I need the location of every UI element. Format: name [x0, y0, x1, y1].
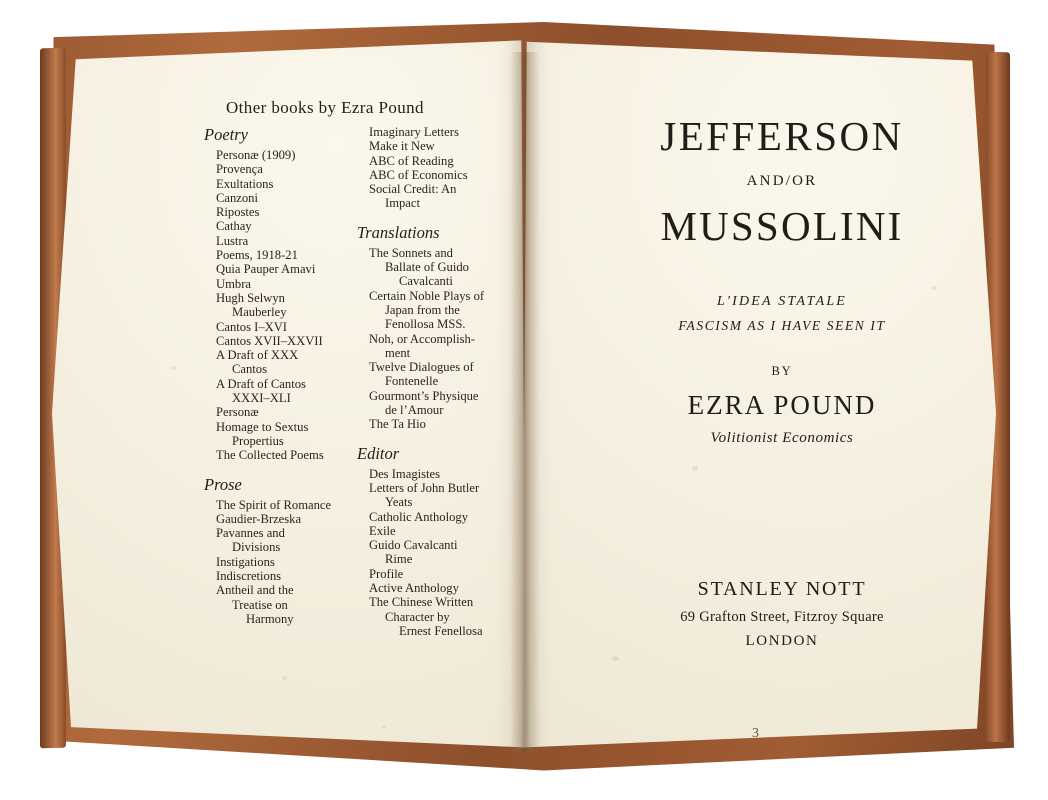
- prose-list: [202, 498, 347, 627]
- list-item: A Draft of Cantos XXXI–XLI: [216, 376, 306, 406]
- page-number: 3: [752, 726, 759, 741]
- list-item: Indiscretions: [216, 569, 282, 584]
- publisher-name: STANLEY NOTT: [697, 578, 867, 600]
- other-books-panel: [202, 98, 512, 658]
- list-item: Instigations: [216, 554, 275, 569]
- list-item: Ripostes: [216, 205, 260, 220]
- translations-list: [363, 246, 508, 432]
- list-item: ABC of Reading: [369, 153, 454, 168]
- other-books-column-1: [202, 125, 347, 650]
- list-item: Catholic Anthology: [369, 509, 468, 524]
- subtitle-english: FASCISM AS I HAVE SEEN IT: [678, 318, 886, 333]
- list-item: Homage to Sextus Propertius: [216, 419, 309, 448]
- publisher-imprint: [572, 578, 992, 650]
- list-item: Make it New: [369, 139, 435, 154]
- list-item: The Sonnets and Ballate of Guido Cavalcanti: [369, 245, 469, 289]
- title-page-text: [572, 92, 992, 447]
- list-item: Social Credit: An Impact: [369, 182, 457, 211]
- section-title-prose: Prose: [204, 474, 242, 494]
- list-item: Quia Pauper Amavi: [216, 262, 316, 277]
- list-item: The Chinese Written Character by Ernest Fenellosa: [369, 595, 483, 638]
- list-item: Umbra: [216, 276, 251, 291]
- author-name: EZRA POUND: [687, 390, 877, 420]
- list-item: Poems, 1918-21: [216, 248, 298, 263]
- list-item: Cantos I–XVI: [216, 319, 288, 334]
- open-book: [34, 22, 1014, 778]
- section-title-poetry: Poetry: [204, 125, 248, 144]
- list-item: A Draft of XXX Cantos: [216, 348, 299, 377]
- misc-prose-list: [363, 125, 508, 211]
- list-item: Noh, or Accomplish- ment: [369, 331, 475, 360]
- other-books-heading: Other books by Ezra Pound: [226, 98, 424, 117]
- list-item: Lustra: [216, 233, 249, 248]
- list-item: Cantos XVII–XXVII: [216, 333, 323, 348]
- book-title-line-1: JEFFERSON: [660, 113, 904, 159]
- section-title-translations: Translations: [357, 222, 440, 242]
- list-item: Des Imagistes: [369, 466, 440, 481]
- list-item: The Spirit of Romance: [216, 497, 332, 512]
- book-title-andor: AND/OR: [746, 173, 818, 189]
- list-item: Profile: [369, 566, 404, 581]
- by-label: BY: [771, 364, 793, 378]
- list-item: Guido Cavalcanti Rime: [369, 538, 458, 567]
- list-item: Gaudier-Brzeska: [216, 511, 302, 526]
- list-item: The Ta Hio: [369, 417, 426, 432]
- author-role: Volitionist Economics: [710, 430, 854, 446]
- editor-list: [363, 467, 508, 639]
- list-item: Certain Noble Plays of Japan from the Fenollosa MSS.: [369, 288, 485, 332]
- poetry-list: [202, 148, 347, 463]
- list-item: Gourmont’s Physique de l’Amour: [369, 388, 479, 418]
- list-item: Letters of John Butler Yeats: [369, 480, 480, 510]
- list-item: Personæ (1909): [216, 148, 296, 162]
- book-title-line-2: MUSSOLINI: [660, 203, 904, 249]
- subtitle-italian: L'IDEA STATALE: [716, 294, 848, 309]
- publisher-city: LONDON: [745, 633, 819, 649]
- list-item: Cathay: [216, 219, 252, 234]
- list-item: Active Anthology: [369, 581, 459, 596]
- list-item: Exile: [369, 523, 396, 538]
- list-item: Canzoni: [216, 190, 258, 205]
- list-item: Personæ: [216, 405, 259, 420]
- list-item: Hugh Selwyn Mauberley: [216, 290, 287, 320]
- page-block: [52, 36, 996, 762]
- list-item: Exultations: [216, 176, 274, 191]
- section-title-editor: Editor: [357, 443, 400, 463]
- list-item: Provença: [216, 162, 263, 177]
- list-item: ABC of Economics: [369, 167, 468, 182]
- list-item: Imaginary Letters: [369, 125, 459, 139]
- list-item: The Collected Poems: [216, 448, 324, 463]
- list-item: Pavannes and Divisions: [216, 526, 285, 555]
- list-item: Antheil and the Treatise on Harmony: [216, 583, 294, 626]
- list-item: Twelve Dialogues of Fontenelle: [369, 360, 474, 389]
- other-books-column-2: [357, 125, 508, 650]
- publisher-address: 69 Grafton Street, Fitzroy Square: [680, 609, 884, 625]
